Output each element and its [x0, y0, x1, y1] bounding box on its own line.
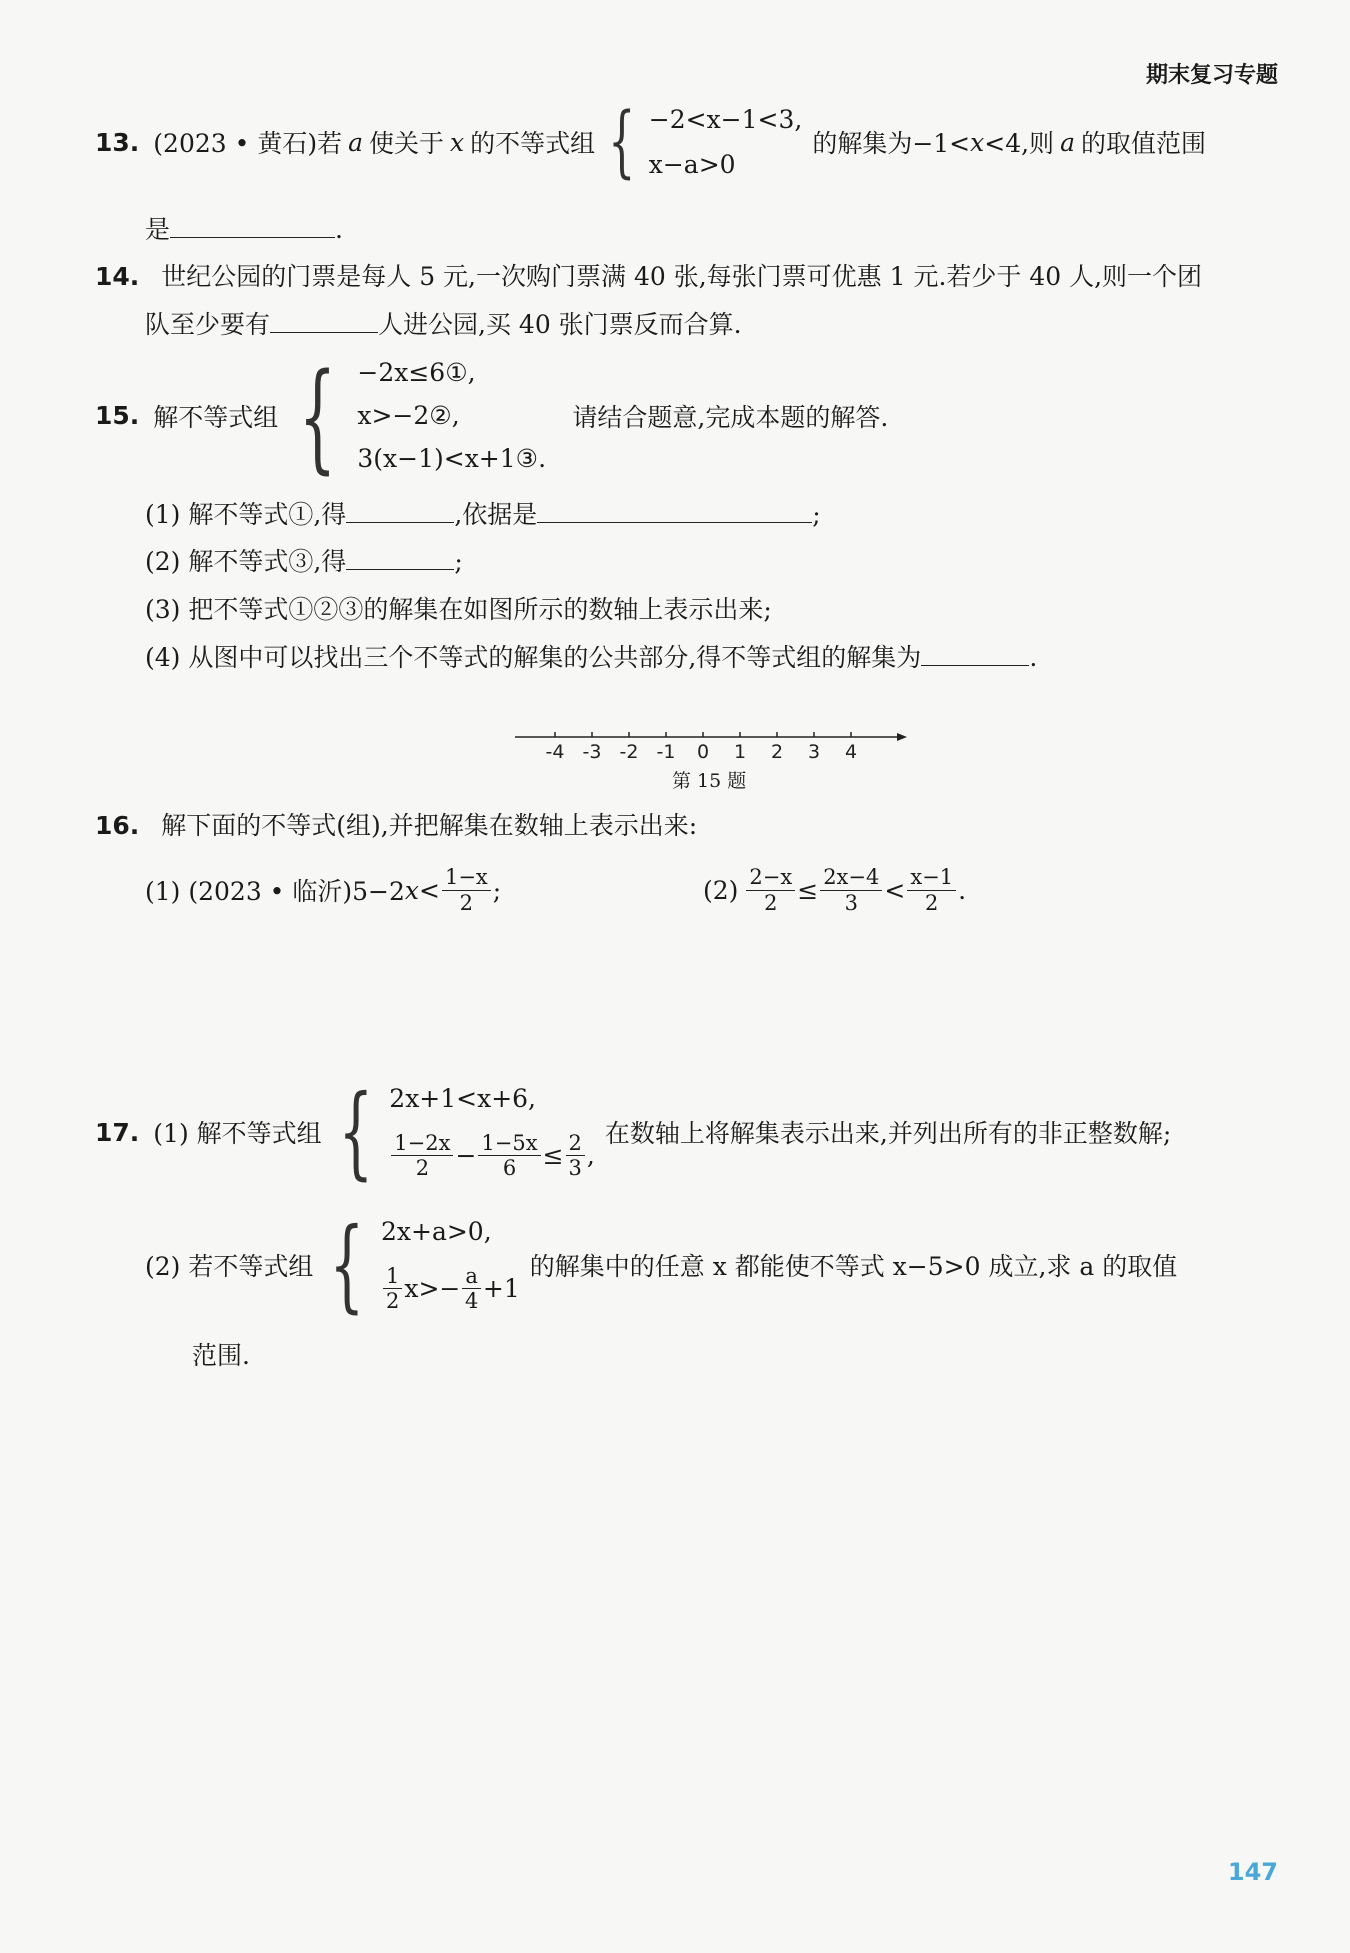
- fraction: [442, 865, 491, 914]
- system-brace: {: [608, 97, 636, 187]
- operator: ≤: [797, 875, 819, 905]
- answer-blank[interactable]: [346, 547, 454, 570]
- question-number: 15.: [95, 401, 140, 430]
- inequality-system: [357, 351, 562, 481]
- answer-blank[interactable]: [921, 643, 1029, 666]
- numerator: x−1: [907, 865, 956, 890]
- fraction: [566, 1131, 585, 1180]
- var-x: x: [970, 127, 985, 157]
- var-x: x: [404, 875, 419, 905]
- question-17-part2: [145, 1205, 1177, 1325]
- question-text: (2): [703, 875, 739, 905]
- system-line: [389, 1131, 595, 1180]
- question-16-part2: [703, 855, 966, 925]
- denominator: 3: [568, 1156, 582, 1181]
- number-line-arrow-icon: [897, 733, 907, 741]
- question-17-part2-line2: 范围.: [192, 1341, 250, 1370]
- question-text: (2) 若不等式组: [145, 1252, 314, 1281]
- page-number: 147: [1227, 1858, 1278, 1886]
- operator: −: [455, 1141, 477, 1171]
- question-text: 的解集中的任意 x 都能使不等式 x−5>0 成立,求 a 的取值: [529, 1252, 1178, 1281]
- denominator: 2: [415, 1156, 430, 1181]
- denominator: 2: [459, 890, 474, 915]
- number-line-tick-label: -4: [545, 741, 565, 763]
- var-a: a: [1060, 127, 1075, 157]
- operator: ≤: [542, 1141, 564, 1171]
- question-text: .: [958, 875, 967, 905]
- question-13: [95, 92, 1206, 192]
- inequality-system: [389, 1075, 595, 1190]
- question-15-part3: (3) 把不等式①②③的解集在如图所示的数轴上表示出来;: [145, 595, 772, 624]
- system-line: −2x≤6①,: [357, 357, 476, 387]
- fraction: [391, 1131, 453, 1180]
- question-text: 的取值范围: [1080, 129, 1206, 158]
- answer-blank[interactable]: [537, 500, 812, 523]
- question-text: .: [335, 215, 343, 244]
- answer-blank[interactable]: [270, 310, 378, 333]
- question-number: 17.: [95, 1117, 140, 1147]
- question-text: ,: [586, 1141, 595, 1171]
- question-14-line2: [145, 305, 742, 341]
- numerator: 1−5x: [478, 1131, 540, 1156]
- question-text: .: [1029, 643, 1038, 672]
- question-text: (1) 解不等式组: [153, 1119, 322, 1148]
- fraction: [820, 865, 882, 914]
- question-text: 人进公园,买 40 张门票反而合算.: [378, 310, 742, 339]
- denominator: 2: [386, 1289, 400, 1314]
- number-line-tick-label: -1: [656, 741, 676, 763]
- question-text: ;: [812, 500, 821, 529]
- system-line: x>−2②,: [357, 400, 460, 430]
- answer-blank[interactable]: [346, 500, 454, 523]
- system-line: 2x+a>0,: [381, 1216, 492, 1246]
- system-brace: {: [329, 1206, 365, 1323]
- question-text: 在数轴上将解集表示出来,并列出所有的非正整数解;: [604, 1119, 1172, 1148]
- fraction: [478, 1131, 540, 1180]
- number-line-tick-label: -2: [619, 741, 639, 763]
- system-line: x−a>0: [648, 150, 736, 179]
- numerator: 1: [383, 1264, 402, 1289]
- question-number: 13.: [95, 127, 140, 157]
- page-header-title: 期末复习专题: [1145, 63, 1278, 88]
- question-number: 16.: [95, 811, 140, 840]
- question-text: (2) 解不等式③,得: [145, 547, 347, 576]
- number-line: [510, 722, 910, 770]
- question-15: [95, 348, 888, 483]
- system-line: 2x+1<x+6,: [389, 1083, 537, 1113]
- fraction: [462, 1264, 481, 1313]
- system-brace: {: [337, 1073, 373, 1190]
- inequality-system: [381, 1208, 520, 1323]
- numerator: 1−2x: [391, 1131, 453, 1156]
- answer-blank[interactable]: [170, 215, 335, 238]
- numerator: 2x−4: [820, 865, 882, 890]
- number-line-tick-label: 3: [807, 741, 821, 763]
- question-text: ,依据是: [454, 500, 538, 529]
- question-text: 世纪公园的门票是每人 5 元,一次购门票满 40 张,每张门票可优惠 1 元.若少于 40 人,则一个团: [161, 262, 1203, 291]
- var-a: a: [348, 127, 363, 157]
- question-text: <: [419, 875, 440, 905]
- denominator: 6: [502, 1156, 517, 1181]
- fraction: [907, 865, 956, 914]
- question-source: (2023 • 黄石)若: [153, 129, 343, 158]
- number-line-tick-label: 2: [770, 741, 784, 763]
- system-line: −2<x−1<3,: [648, 105, 803, 134]
- question-15-part1: [145, 495, 821, 531]
- question-text: 的不等式组: [470, 129, 596, 158]
- number-line-tick-label: 0: [696, 741, 710, 763]
- inequality-system: [649, 97, 803, 187]
- question-text: (4) 从图中可以找出三个不等式的解集的公共部分,得不等式组的解集为: [145, 643, 922, 672]
- question-text: 请结合题意,完成本题的解答.: [572, 402, 889, 432]
- denominator: 4: [464, 1289, 479, 1314]
- question-text: +1: [482, 1274, 520, 1304]
- operator: <: [884, 875, 906, 905]
- number-line-tick-label: 4: [844, 741, 858, 763]
- var-x: x: [450, 127, 465, 157]
- fraction: [746, 865, 795, 914]
- question-text: ;: [454, 547, 463, 576]
- system-line: [381, 1264, 520, 1313]
- question-17-part1: [95, 1072, 1171, 1192]
- question-text: <4,则: [984, 129, 1055, 158]
- system-line: 3(x−1)<x+1③.: [357, 444, 547, 474]
- question-text: 解下面的不等式(组),并把解集在数轴上表示出来:: [161, 811, 698, 840]
- numerator: 2−x: [746, 865, 795, 890]
- denominator: 2: [925, 890, 939, 915]
- question-text: 的解集为−1<: [812, 129, 971, 158]
- fraction: [383, 1264, 402, 1313]
- question-text: ;: [492, 875, 502, 905]
- numerator: 1−x: [442, 865, 491, 890]
- question-16: [95, 806, 697, 842]
- question-text: 解不等式组: [153, 402, 279, 432]
- question-14: [95, 257, 1202, 293]
- question-text: 是: [145, 215, 171, 244]
- denominator: 2: [764, 890, 778, 915]
- question-text: (1) 解不等式①,得: [145, 500, 347, 529]
- question-text: 使关于: [368, 129, 444, 158]
- question-15-part4: [145, 638, 1037, 674]
- figure-caption: 第 15 题: [672, 770, 747, 792]
- question-text: x>−: [404, 1274, 461, 1304]
- number-line-tick-label: -3: [582, 741, 602, 763]
- number-line-tick-label: 1: [733, 741, 747, 763]
- question-15-part2: [145, 542, 463, 578]
- question-text: 队至少要有: [145, 310, 271, 339]
- numerator: a: [462, 1264, 481, 1289]
- denominator: 3: [844, 890, 858, 915]
- question-text: (1) (2023 • 临沂)5−2: [145, 877, 405, 906]
- system-brace: {: [299, 346, 337, 485]
- question-13-line2: [145, 210, 343, 246]
- numerator: 2: [566, 1131, 585, 1156]
- question-16-part1: [145, 855, 501, 925]
- question-number: 14.: [95, 262, 140, 291]
